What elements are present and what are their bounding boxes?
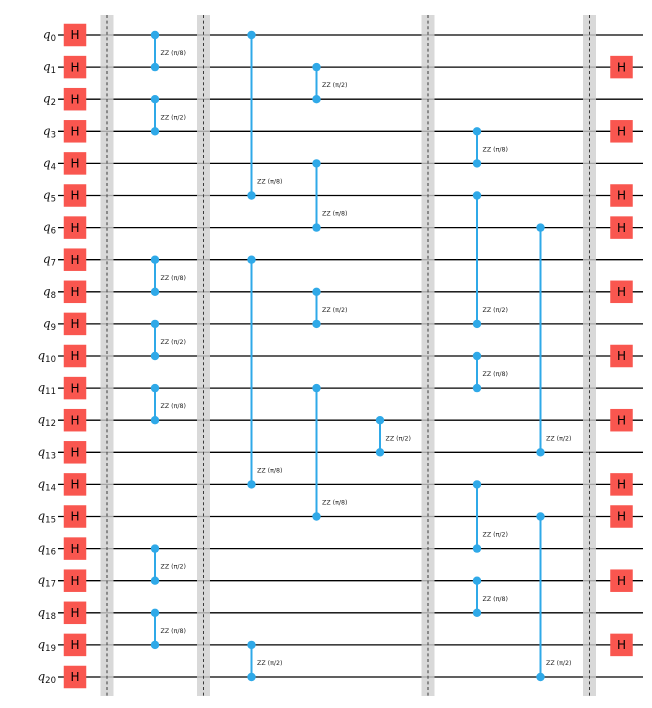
- h-gate-label: H: [70, 220, 80, 235]
- zz-gate-label: ZZ (π/2): [482, 306, 508, 314]
- h-gate-label: H: [616, 477, 627, 492]
- zz-dot: [473, 544, 481, 552]
- qubit-label: $q_7$: [42, 252, 56, 269]
- zz-gate-label: ZZ (π/2): [257, 660, 283, 667]
- qubit-label: $q_0$: [42, 27, 56, 44]
- zz-dot: [473, 159, 481, 167]
- h-gate-label: H: [616, 220, 627, 235]
- zz-dot: [151, 63, 159, 71]
- qubit-label: $q_5$: [42, 188, 56, 205]
- zz-gate-label: ZZ (π/2): [160, 563, 186, 571]
- zz-gate-label: ZZ (π/2): [160, 114, 186, 122]
- h-gate-label: H: [70, 638, 80, 653]
- h-gate-label: H: [616, 638, 627, 653]
- qubit-label: $q_{12}$: [37, 412, 56, 430]
- zz-dot: [151, 320, 159, 328]
- zz-dot: [536, 673, 544, 681]
- zz-dot: [151, 95, 159, 103]
- zz-dot: [247, 673, 255, 681]
- zz-dot: [247, 31, 255, 39]
- zz-gate-label: ZZ (π/8): [482, 146, 508, 154]
- zz-gate-label: ZZ (π/2): [546, 435, 572, 443]
- zz-dot: [312, 159, 320, 167]
- qubit-label: $q_4$: [42, 155, 56, 173]
- zz-dot: [151, 577, 159, 585]
- qubit-label: $q_{13}$: [37, 444, 56, 462]
- h-gate-label: H: [616, 509, 627, 524]
- zz-gate-label: ZZ (π/2): [322, 306, 348, 314]
- zz-dot: [151, 641, 159, 649]
- h-gate-label: H: [616, 188, 627, 203]
- qubit-label: $q_{16}$: [37, 541, 56, 558]
- h-gate-label: H: [70, 285, 80, 299]
- h-gate-label: H: [70, 349, 80, 364]
- zz-gate-label: ZZ (π/8): [322, 499, 348, 507]
- h-gate-label: H: [70, 477, 80, 492]
- h-gate-label: H: [616, 285, 627, 299]
- h-gate-label: H: [70, 188, 80, 203]
- zz-dot: [151, 31, 159, 39]
- zz-dot: [473, 609, 481, 617]
- qubit-label: $q_6$: [42, 220, 56, 237]
- h-gate-label: H: [70, 445, 80, 460]
- zz-dot: [536, 448, 544, 456]
- zz-dot: [151, 127, 159, 135]
- zz-dot: [536, 223, 544, 231]
- h-gate-label: H: [70, 92, 80, 107]
- qubit-label: $q_9$: [42, 316, 56, 333]
- zz-gate-label: ZZ (π/8): [160, 50, 186, 58]
- zz-dot: [151, 609, 159, 617]
- h-gate-label: H: [70, 317, 80, 332]
- zz-gate-label: ZZ (π/8): [257, 178, 283, 186]
- h-gate-label: H: [70, 509, 80, 524]
- zz-dot: [151, 256, 159, 264]
- qubit-label: $q_{10}$: [37, 348, 56, 365]
- zz-dot: [247, 480, 255, 488]
- zz-dot: [473, 127, 481, 135]
- zz-dot: [376, 448, 384, 456]
- qubit-label: $q_{18}$: [37, 605, 56, 622]
- zz-dot: [312, 320, 320, 328]
- zz-gate-label: ZZ (π/2): [322, 82, 348, 90]
- zz-dot: [473, 480, 481, 488]
- zz-dot: [312, 384, 320, 392]
- h-gate-label: H: [616, 349, 627, 364]
- qubit-label: $q_3$: [42, 123, 56, 141]
- h-gate-label: H: [70, 606, 80, 620]
- zz-gate-label: ZZ (π/8): [482, 371, 508, 379]
- h-gate-label: H: [70, 60, 80, 75]
- zz-dot: [312, 288, 320, 296]
- qubit-label: $q_{20}$: [37, 669, 56, 686]
- zz-gate-label: ZZ (π/2): [482, 531, 508, 539]
- h-gate-label: H: [70, 573, 80, 588]
- zz-dot: [536, 512, 544, 520]
- zz-dot: [151, 384, 159, 392]
- zz-dot: [312, 95, 320, 103]
- zz-dot: [473, 384, 481, 392]
- qubit-label: $q_2$: [42, 91, 56, 109]
- zz-dot: [151, 288, 159, 296]
- qubit-label: $q_{17}$: [37, 573, 56, 590]
- h-gate-label: H: [70, 28, 80, 43]
- zz-gate-label: ZZ (π/2): [160, 339, 186, 346]
- h-gate-label: H: [616, 60, 627, 75]
- qubit-label: $q_8$: [42, 284, 56, 301]
- h-gate-label: H: [616, 573, 627, 588]
- zz-dot: [247, 641, 255, 649]
- zz-gate-label: ZZ (π/2): [385, 435, 411, 443]
- qubit-label: $q_{14}$: [37, 476, 56, 494]
- zz-dot: [151, 352, 159, 360]
- zz-dot: [473, 352, 481, 360]
- h-gate-label: H: [70, 413, 80, 428]
- zz-dot: [473, 577, 481, 585]
- zz-dot: [473, 191, 481, 199]
- h-gate-label: H: [70, 156, 80, 171]
- qubit-label: $q_{19}$: [37, 637, 56, 654]
- zz-gate-label: ZZ (π/8): [160, 627, 186, 635]
- zz-gate-label: ZZ (π/8): [160, 274, 186, 282]
- qubit-label: $q_1$: [42, 59, 56, 77]
- zz-gate-label: ZZ (π/2): [546, 660, 572, 667]
- zz-dot: [151, 544, 159, 552]
- h-gate-label: H: [616, 124, 627, 139]
- h-gate-label: H: [70, 381, 80, 396]
- h-gate-label: H: [70, 252, 80, 267]
- zz-dot: [247, 191, 255, 199]
- zz-dot: [151, 416, 159, 424]
- zz-dot: [312, 512, 320, 520]
- zz-dot: [312, 223, 320, 231]
- zz-gate-label: ZZ (π/8): [322, 210, 348, 218]
- zz-gate-label: ZZ (π/8): [482, 595, 508, 603]
- h-gate-label: H: [616, 413, 627, 428]
- zz-dot: [376, 416, 384, 424]
- zz-dot: [312, 63, 320, 71]
- h-gate-label: H: [70, 670, 80, 685]
- qubit-label: $q_{15}$: [37, 509, 56, 526]
- zz-gate-label: ZZ (π/8): [160, 403, 186, 411]
- zz-dot: [247, 256, 255, 264]
- qubit-label: $q_{11}$: [37, 380, 56, 398]
- h-gate-label: H: [70, 124, 80, 139]
- zz-gate-label: ZZ (π/8): [257, 467, 283, 475]
- zz-dot: [473, 320, 481, 328]
- h-gate-label: H: [70, 541, 80, 556]
